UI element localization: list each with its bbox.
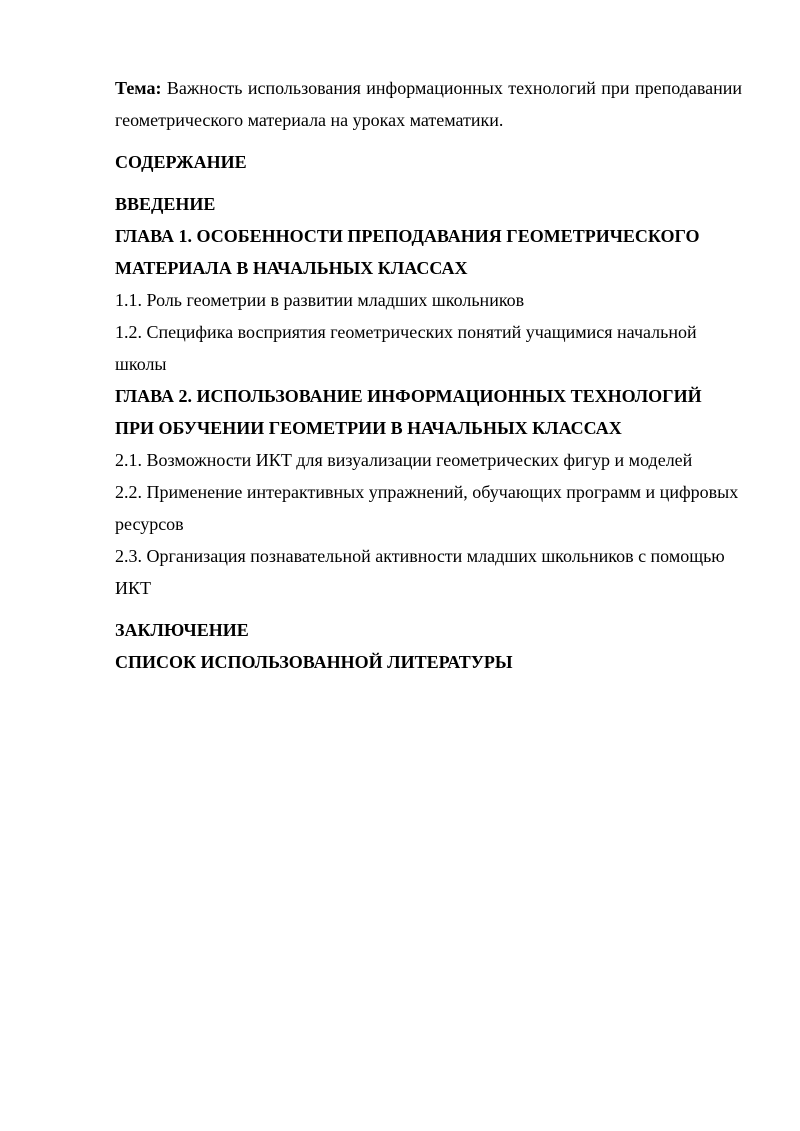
section-2-1: 2.1. Возможности ИКТ для визуализации геометрических фигур и моделей — [115, 450, 693, 470]
section-1-1: 1.1. Роль геометрии в развитии младших школьников — [115, 290, 525, 310]
topic-label: Тема: — [115, 78, 162, 98]
bibliography-heading: СПИСОК ИСПОЛЬЗОВАННОЙ ЛИТЕРАТУРЫ — [115, 652, 513, 672]
section-2-2: 2.2. Применение интерактивных упражнений, обучающих программ и цифровых ресурсов — [115, 482, 739, 534]
section-1-2: 1.2. Специфика восприятия геометрических понятий учащимися начальной школы — [115, 322, 697, 374]
section-2-3: 2.3. Организация познавательной активности младших школьников с помощью ИКТ — [115, 546, 725, 598]
contents-heading: СОДЕРЖАНИЕ — [115, 152, 247, 172]
introduction-heading: ВВЕДЕНИЕ — [115, 194, 216, 214]
topic-paragraph — [115, 72, 742, 136]
topic-text: Важность использования информационных технологий при преподавании геометрического материала на уроках математики. — [115, 78, 743, 130]
document-page — [115, 72, 742, 678]
conclusion-heading: ЗАКЛЮЧЕНИЕ — [115, 620, 249, 640]
chapter-1-title: ГЛАВА 1. ОСОБЕННОСТИ ПРЕПОДАВАНИЯ ГЕОМЕТРИЧЕСКОГО МАТЕРИАЛА В НАЧАЛЬНЫХ КЛАССАХ — [115, 226, 700, 278]
chapter-2-title: ГЛАВА 2. ИСПОЛЬЗОВАНИЕ ИНФОРМАЦИОННЫХ ТЕХНОЛОГИЙ ПРИ ОБУЧЕНИИ ГЕОМЕТРИИ В НАЧАЛЬНЫХ КЛАССАХ — [115, 386, 702, 438]
